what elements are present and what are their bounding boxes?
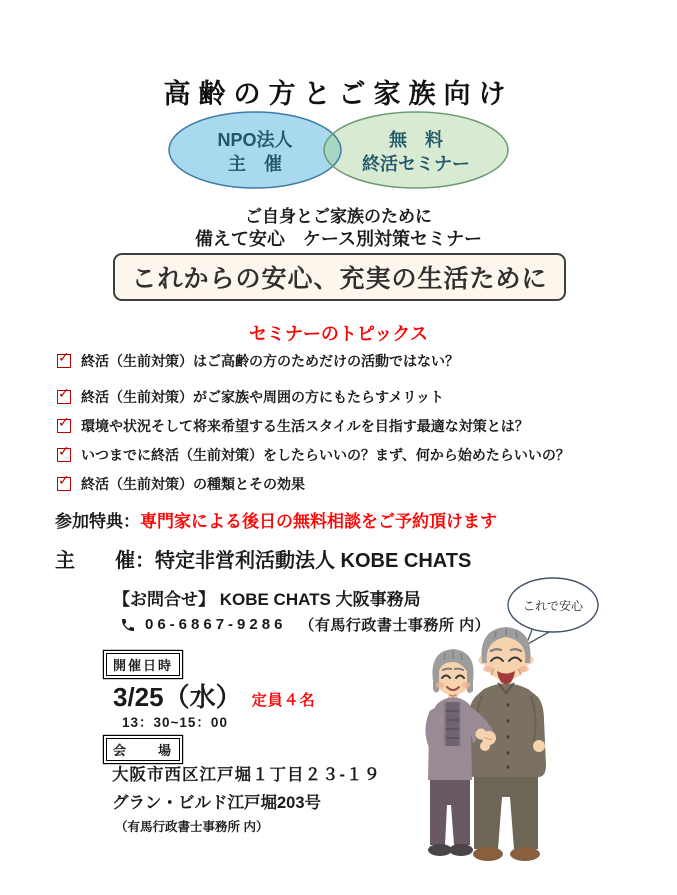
date-text: 3/25（水） (113, 682, 242, 712)
organizer-line: 主 催：特定非営利活動法人 KOBE CHATS (55, 550, 472, 572)
capacity-badge: 定員４名 (251, 692, 316, 709)
page-title: 高齢の方とご家族向け (163, 79, 514, 109)
contact-heading: 【お問合せ】 KOBE CHATS 大阪事務局 (113, 590, 421, 609)
topic-item-label: 終活（生前対策）はご高齢の方のためだけの活動ではない？ (81, 353, 459, 369)
topic-item-label: 環境や状況そして将来希望する生活スタイルを目指す最適な対策とは？ (81, 418, 529, 434)
grandpa-figure (468, 627, 546, 861)
schedule-label-box: 開催日時 (106, 653, 180, 676)
topic-item (57, 417, 642, 436)
topic-item (57, 388, 642, 407)
checkbox-icon (57, 390, 71, 404)
time-text: 13：30~15：00 (122, 715, 228, 730)
grandpa-shoe (473, 847, 503, 861)
benefit-line (55, 507, 497, 532)
venue-label-box: 会 場 (106, 738, 180, 761)
grandma-shoe (428, 844, 452, 856)
subtitle-line2: 備えて安心 ケース別対策セミナー (194, 229, 483, 249)
topic-item-label: 終活（生前対策）の種類とその効果 (81, 476, 305, 492)
speech-text: これで安心 (522, 599, 584, 613)
venn-right-line2: 終活セミナー (362, 154, 470, 174)
banner-text: これからの安心、充実の生活ために (131, 265, 548, 293)
grandpa-shoe (510, 847, 540, 861)
grandpa-pants (474, 777, 538, 849)
checkbox-icon (57, 477, 71, 491)
topic-item-label: いつまでに終活（生前対策）をしたらいいの？まず、何から始めたらいいの？ (81, 447, 570, 463)
topics-list (57, 352, 642, 504)
topics-heading: セミナーのトピックス (248, 324, 429, 344)
grandma-shoe (449, 844, 473, 856)
phone-number: 06-6867-9286 (145, 616, 287, 633)
topic-item (57, 475, 642, 494)
topic-item (57, 446, 642, 465)
phone-note: （有馬行政書士事務所 内） (299, 617, 491, 634)
topic-item (57, 352, 642, 371)
elderly-couple-illustration (398, 565, 640, 895)
topic-item-label: 終活（生前対策）がご家族や周囲の方にもたらすメリット (81, 389, 444, 405)
benefit-text: 専門家による後日の無料相談をご予約頂けます (140, 512, 497, 531)
venue-address1: 大阪市西区江戸堀１丁目２３-１９ (112, 766, 381, 784)
benefit-label: 参加特典： (55, 512, 140, 531)
venue-address2: グラン・ビルド江戸堀203号 (112, 794, 322, 812)
venn-right-line1: 無 料 (389, 130, 443, 150)
checkbox-icon (57, 354, 71, 368)
venn-left-line2: 主 催 (228, 154, 282, 174)
grandma-pants (430, 780, 470, 845)
phone-icon (120, 617, 136, 633)
banner-box (113, 253, 566, 301)
venn-left-line1: NPO法人 (217, 130, 293, 150)
subtitle-line1: ご自身とご家族のために (245, 207, 432, 226)
date-row (113, 677, 316, 714)
checkbox-icon (57, 419, 71, 433)
grandma-shirt (445, 702, 460, 746)
checkbox-icon (57, 448, 71, 462)
venn-diagram (160, 106, 512, 194)
venue-note: （有馬行政書士事務所 内） (115, 820, 269, 834)
